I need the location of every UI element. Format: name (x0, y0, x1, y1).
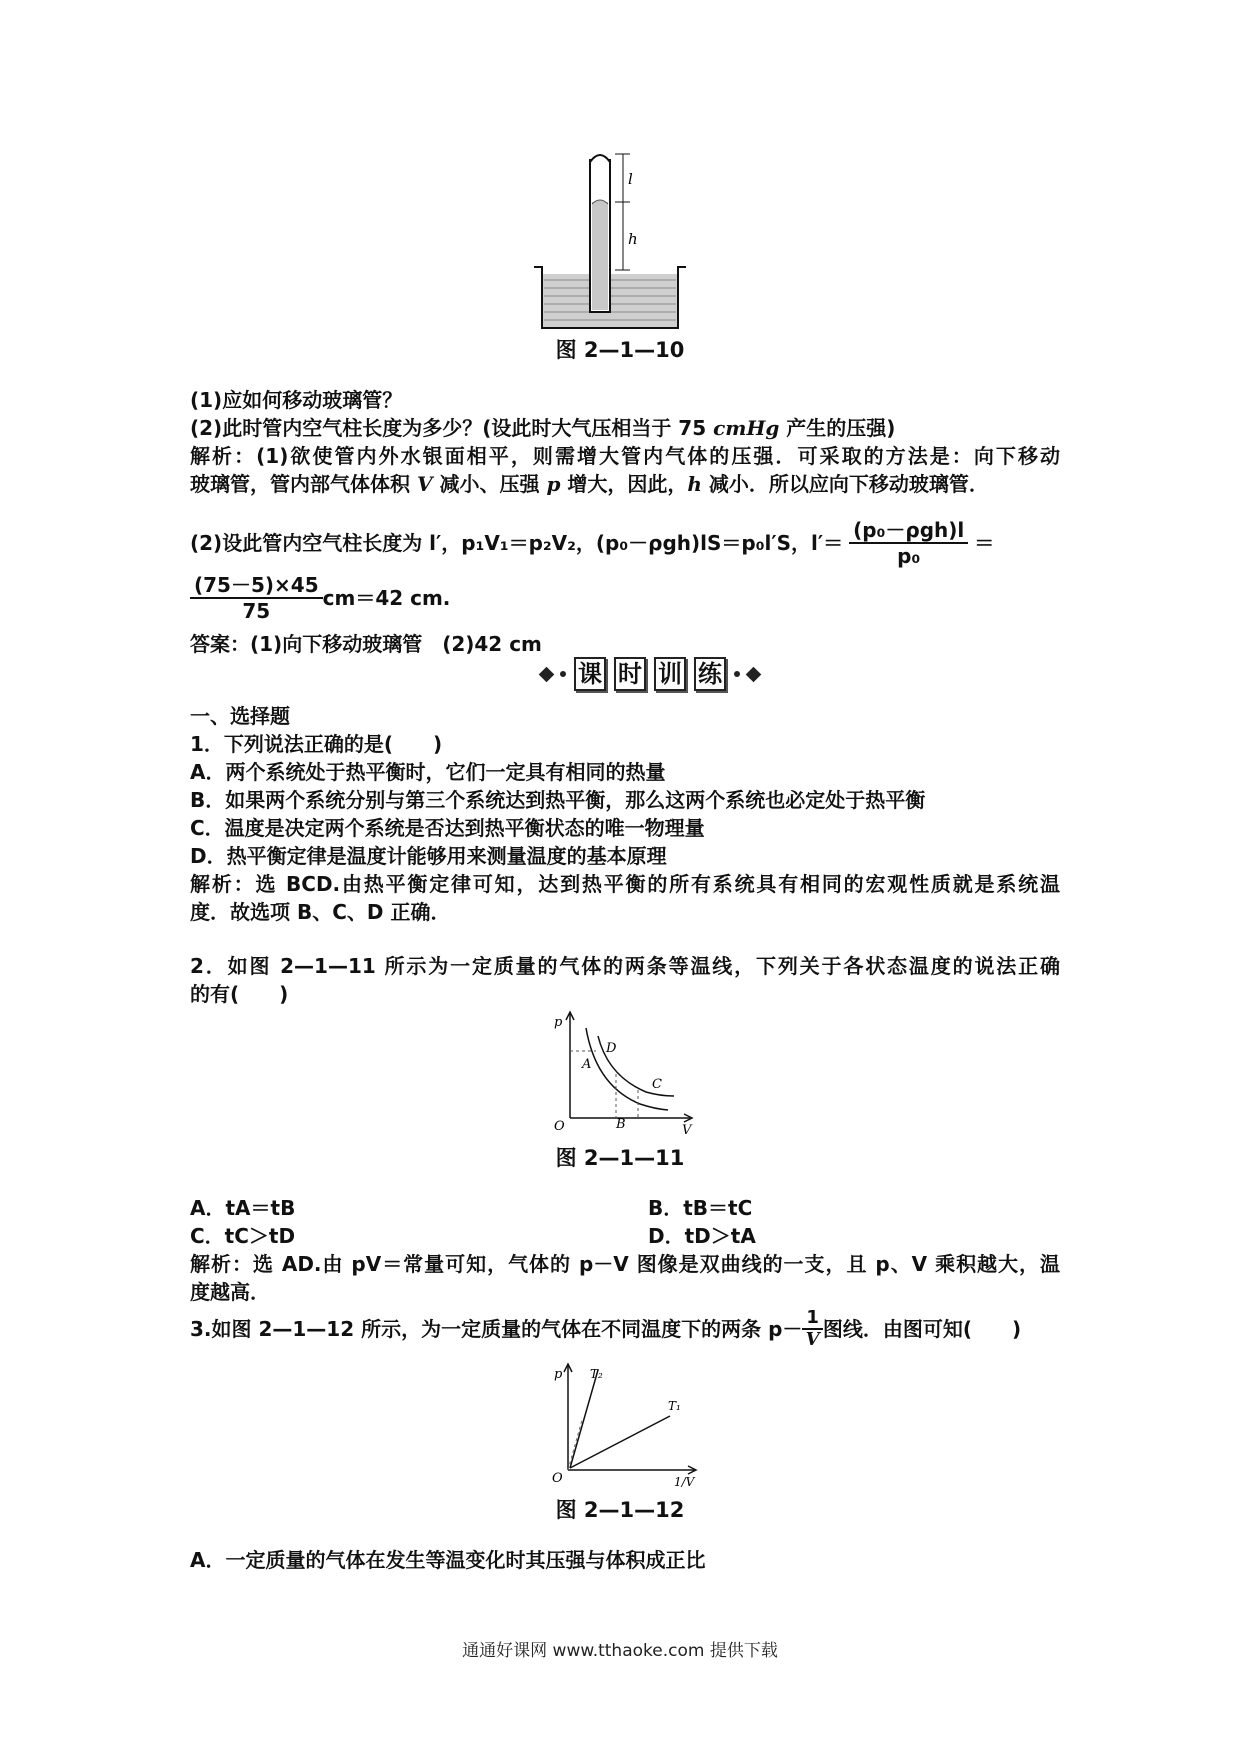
text-span: 增大，因此， (560, 472, 688, 496)
section-banner (540, 656, 760, 692)
fraction-denominator: p₀ (897, 544, 921, 568)
option-b: B．tB＝tC (648, 1196, 753, 1220)
point-b-label: B (616, 1117, 626, 1132)
text-span: (2)设此管内空气柱长度为 l′，p₁V₁＝p₂V₂，(p₀－ρgh)lS＝p₀l′S，l′＝ (190, 531, 844, 555)
fraction-denominator: V (805, 1329, 820, 1350)
fraction-numerator: 1 (802, 1308, 823, 1330)
solution-line: 度．故选项 B、C、D 正确． (190, 900, 451, 924)
dot-icon (734, 671, 740, 677)
figure-caption: 图 2—1—12 (555, 1498, 685, 1522)
fraction (190, 573, 323, 623)
text-span: 图线．由图可知( ) (822, 1317, 1022, 1341)
text-span: 减小、压强 (432, 472, 547, 496)
text-span: 产生的压强) (779, 416, 896, 440)
text-span: ＝ (974, 531, 995, 555)
option-a: A．一定质量的气体在发生等温变化时其压强与体积成正比 (190, 1548, 706, 1572)
banner-char: 时 (614, 657, 646, 691)
option-c: C．tC＞tD (190, 1224, 296, 1248)
var-span: p (546, 472, 561, 496)
banner-char: 课 (574, 657, 606, 691)
fraction (849, 518, 968, 568)
figure-2-1-10-diagram (520, 150, 700, 330)
solution-line (190, 518, 1060, 568)
fraction-numerator: (75－5)×45 (190, 573, 323, 599)
solution-line: 解析：选 BCD.由热平衡定律可知，达到热平衡的所有系统具有相同的宏观性质就是系统温 (190, 872, 1060, 896)
fraction (802, 1308, 823, 1350)
solution-line (190, 572, 1060, 624)
option-c: C．温度是决定两个系统是否达到热平衡状态的唯一物理量 (190, 816, 705, 840)
fraction-denominator: 75 (242, 599, 271, 623)
text-span: (2)此时管内空气柱长度为多少？(设此时大气压相当于 75 (190, 416, 714, 440)
point-c-label: C (652, 1077, 662, 1092)
var-span: h (687, 472, 702, 496)
axis-x-label: 1/V (674, 1475, 695, 1488)
figure-caption: 图 2—1—10 (555, 338, 685, 362)
solution-line (190, 470, 1060, 498)
label-h: h (628, 230, 638, 248)
section-heading: 一、选择题 (190, 704, 290, 728)
option-a: A．tA＝tB (190, 1196, 296, 1220)
question-stem (190, 1304, 1060, 1354)
question-stem: 2．如图 2—1—11 所示为一定质量的气体的两条等温线，下列关于各状态温度的说法正确 (190, 954, 1060, 978)
axis-x-label: V (682, 1123, 692, 1136)
text-span: 减小．所以应向下移动玻璃管． (701, 472, 989, 496)
diamond-icon (539, 666, 555, 682)
text-span: cm＝42 cm. (322, 586, 451, 610)
question-line (190, 414, 1060, 442)
unit-span: cmHg (713, 416, 780, 440)
solution-line: 度越高． (190, 1280, 270, 1304)
axis-y-label: p (554, 1367, 563, 1382)
fraction-numerator: (p₀－ρgh)l (849, 518, 968, 544)
solution-line: 解析：(1)欲使管内外水银面相平，则需增大管内气体的压强．可采取的方法是：向下移动 (190, 444, 1060, 468)
question-stem: 的有( ) (190, 982, 289, 1006)
label-l: l (628, 170, 633, 188)
line-t1-label: T₁ (668, 1399, 681, 1413)
dot-icon (560, 671, 566, 677)
option-d: D．热平衡定律是温度计能够用来测量温度的基本原理 (190, 844, 667, 868)
origin-label: O (554, 1119, 565, 1134)
banner-char: 练 (694, 657, 726, 691)
figure-2-1-12-p-1v-diagram (548, 1358, 708, 1488)
page-footer: 通通好课网 www.tthaoke.com 提供下载 (462, 1641, 778, 1661)
answer-line: 答案：(1)向下移动玻璃管 (2)42 cm (190, 632, 542, 656)
figure-caption: 图 2—1—11 (555, 1146, 685, 1170)
banner-char: 训 (654, 657, 686, 691)
question-line: (1)应如何移动玻璃管？ (190, 388, 403, 412)
option-d: D．tD＞tA (648, 1224, 756, 1248)
question-stem: 1．下列说法正确的是( ) (190, 732, 443, 756)
text-span: 玻璃管，管内部气体体积 (190, 472, 417, 496)
solution-line: 解析：选 AD.由 pV＝常量可知，气体的 p－V 图像是双曲线的一支，且 p、V 乘积越大，温 (190, 1252, 1060, 1276)
option-b: B．如果两个系统分别与第三个系统达到热平衡，那么这两个系统也必定处于热平衡 (190, 788, 926, 812)
option-a: A．两个系统处于热平衡时，它们一定具有相同的热量 (190, 760, 666, 784)
point-d-label: D (606, 1041, 617, 1056)
axis-y-label: p (554, 1015, 563, 1030)
figure-2-1-11-pv-diagram (550, 1006, 700, 1136)
origin-label: O (552, 1471, 563, 1486)
diamond-icon (746, 666, 762, 682)
line-t2-label: T₂ (590, 1367, 603, 1381)
var-span: V (416, 472, 433, 496)
text-span: 3.如图 2—1—12 所示，为一定质量的气体在不同温度下的两条 p－ (190, 1317, 803, 1341)
point-a-label: A (582, 1057, 592, 1072)
